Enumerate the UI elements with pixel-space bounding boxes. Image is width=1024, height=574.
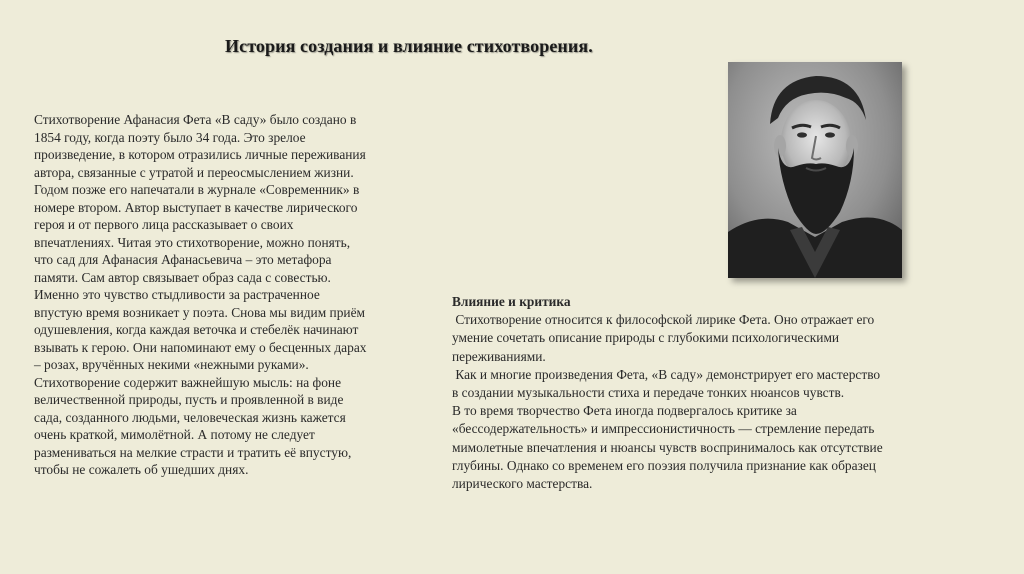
text-line: глубины. Однако со временем его поэзия получила признание как образец <box>452 457 876 473</box>
text-line: чтобы не сожалеть об ушедших днях. <box>34 462 249 477</box>
text-line: памяти. Сам автор связывает образ сада с совестью. <box>34 269 331 285</box>
text-line: Годом позже его напечатали в журнале «Современник» в <box>34 182 360 197</box>
text-line: 1854 году, когда поэту было 34 года. Это зрелое <box>34 129 306 145</box>
text-line: впечатлениях. Читая это стихотворение, можно понять, <box>34 234 351 250</box>
text-line: Стихотворение содержит важнейшую мысль: на фоне <box>34 374 342 390</box>
text-line: мимолетные впечатления и нюансы чувств воспринималось как отсутствие <box>452 439 883 455</box>
text-line: размениваться на мелкие страсти и тратить её впустую, <box>34 444 352 460</box>
text-line: В то время творчество Фета иногда подвергалось критике за <box>452 403 797 419</box>
text-line: – розах, вручённых некими «нежными руками». <box>34 357 309 372</box>
section-heading: Влияние и критика <box>452 294 571 309</box>
text-line: автора, связанные с утратой и переосмыслением жизни. <box>34 164 354 180</box>
text-line: героя и от первого лица рассказывает о своих <box>34 217 294 232</box>
text-line: впустую время возникает у поэта. Снова мы видим приём <box>34 304 365 320</box>
text-line: одушевления, когда каждая веточка и стебелёк начинают <box>34 322 359 337</box>
text-line: «бессодержательность» и импрессионистичность — стремление передать <box>452 421 875 437</box>
text-line: взывать к герою. Они напоминают ему о бесценных дарах <box>34 339 367 355</box>
text-line: Стихотворение Афанасия Фета «В саду» было создано в <box>34 112 357 127</box>
text-line: переживаниями. <box>452 348 546 364</box>
slide-title: История создания и влияние стихотворения. <box>225 36 593 56</box>
text-line: умение сочетать описание природы с глубокими психологическими <box>452 330 840 346</box>
text-line: Как и многие произведения Фета, «В саду» демонстрирует его мастерство <box>452 366 881 382</box>
text-line: что сад для Афанасия Афанасьевича – это метафора <box>34 252 332 267</box>
criticism-section <box>452 293 952 493</box>
text-line: Стихотворение относится к философской лирике Фета. Оно отражает его <box>452 312 875 328</box>
text-line: в создании музыкальности стиха и передаче тонких нюансов чувств. <box>452 385 845 401</box>
text-line: произведение, в котором отразились личные переживания <box>34 147 366 162</box>
text-line: сада, созданного людьми, человеческая жизнь кажется <box>34 409 346 425</box>
text-line: очень краткой, мимолётной. А потому не следует <box>34 427 315 442</box>
text-line: Именно это чувство стыдливости за растраченное <box>34 287 320 302</box>
text-line: лирического мастерства. <box>452 476 593 492</box>
history-paragraph <box>34 111 429 479</box>
text-line: величественной природы, пусть и проявленной в виде <box>34 392 344 407</box>
author-portrait <box>728 62 902 278</box>
portrait-image <box>728 62 902 278</box>
text-line: номере втором. Автор выступает в качестве лирического <box>34 199 358 215</box>
